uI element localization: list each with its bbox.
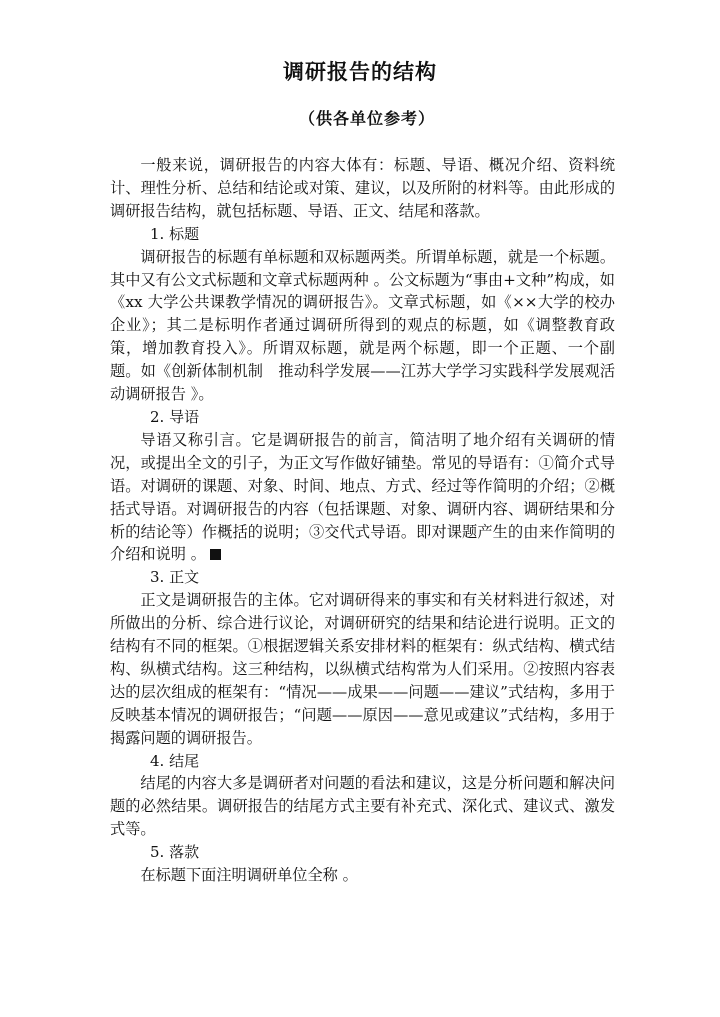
document-body xyxy=(110,154,615,887)
page-subtitle: （供各单位参考） xyxy=(298,109,435,128)
section-heading-ending: 4. 结尾 xyxy=(150,751,200,770)
intro-paragraph: 一般来说，调研报告的内容大体有：标题、导语、概况介绍、资料统计、理性分析、总结和结论或对策、建议，以及所附的材料等。由此形成的调研报告结构，就包括标题、导语、正文、结尾和落款。 xyxy=(110,156,615,220)
section-text-ending: 结尾的内容大多是调研者对问题的看法和建议，这是分析问题和解决问题的必然结果。调研报告的结尾方式主要有补充式、深化式、建议式、激发式等。 xyxy=(110,774,615,839)
section-text-lead: 导语又称引言。它是调研报告的前言，简洁明了地介绍有关调研的情况，或提出全文的引子，为正文写作做好铺垫。常见的导语有：①简介式导语。对调研的课题、对象、时间、地点、方式、经过等作简明的介绍；②概括式导语。对调研报告的内容（包括课题、对象、调研内容、调研结果和分析的结论等）作概括的说明；③交代式导语。即对课题产生的由来作简明的介绍和说明 。 xyxy=(110,430,615,564)
section-text-main: 正文是调研报告的主体。它对调研得来的事实和有关材料进行叙述，对所做出的分析、综合进行议论，对调研研究的结果和结论进行说明。正文的结构有不同的框架。①根据逻辑关系安排材料的框架有：纵式结构、横式结构、纵横式结构。这三种结构，以纵横式结构常为人们采用。②按照内容表达的层次组成的框架有：“情况——成果——问题——建议”式结构，多用于反映基本情况的调研报告；“问题——原因——意见或建议”式结构，多用于揭露问题的调研报告。 xyxy=(110,591,615,747)
section-paragraph-lead xyxy=(110,429,615,566)
section-heading-main: 3. 正文 xyxy=(150,568,200,587)
section-text-title: 调研报告的标题有单标题和双标题两类。所谓单标题，就是一个标题。其中又有公文式标题和文章式标题两种 。公文标题为“事由+文种”构成，如《xx 大学公共课教学情况的调研报告》。文章式标题，如《××大学的校办企业》；其二是标明作者通过调研所得到的观点的标题，如《调整教育政策，增加教育投入》。所谓双标题，就是两个标题，即一个正题、一个副题。如《创新体制机制 推动科学发展——江苏大学学习实践科学发展观活动调研报告 》。 xyxy=(110,247,615,404)
section-heading-lead: 2. 导语 xyxy=(150,407,200,426)
section-text-signature: 在标题下面注明调研单位全称 。 xyxy=(140,866,358,885)
section-heading-title: 1. 标题 xyxy=(150,224,200,243)
page-title: 调研报告的结构 xyxy=(283,59,437,84)
section-heading-signature: 5. 落款 xyxy=(150,843,200,862)
black-square-icon xyxy=(210,549,221,560)
